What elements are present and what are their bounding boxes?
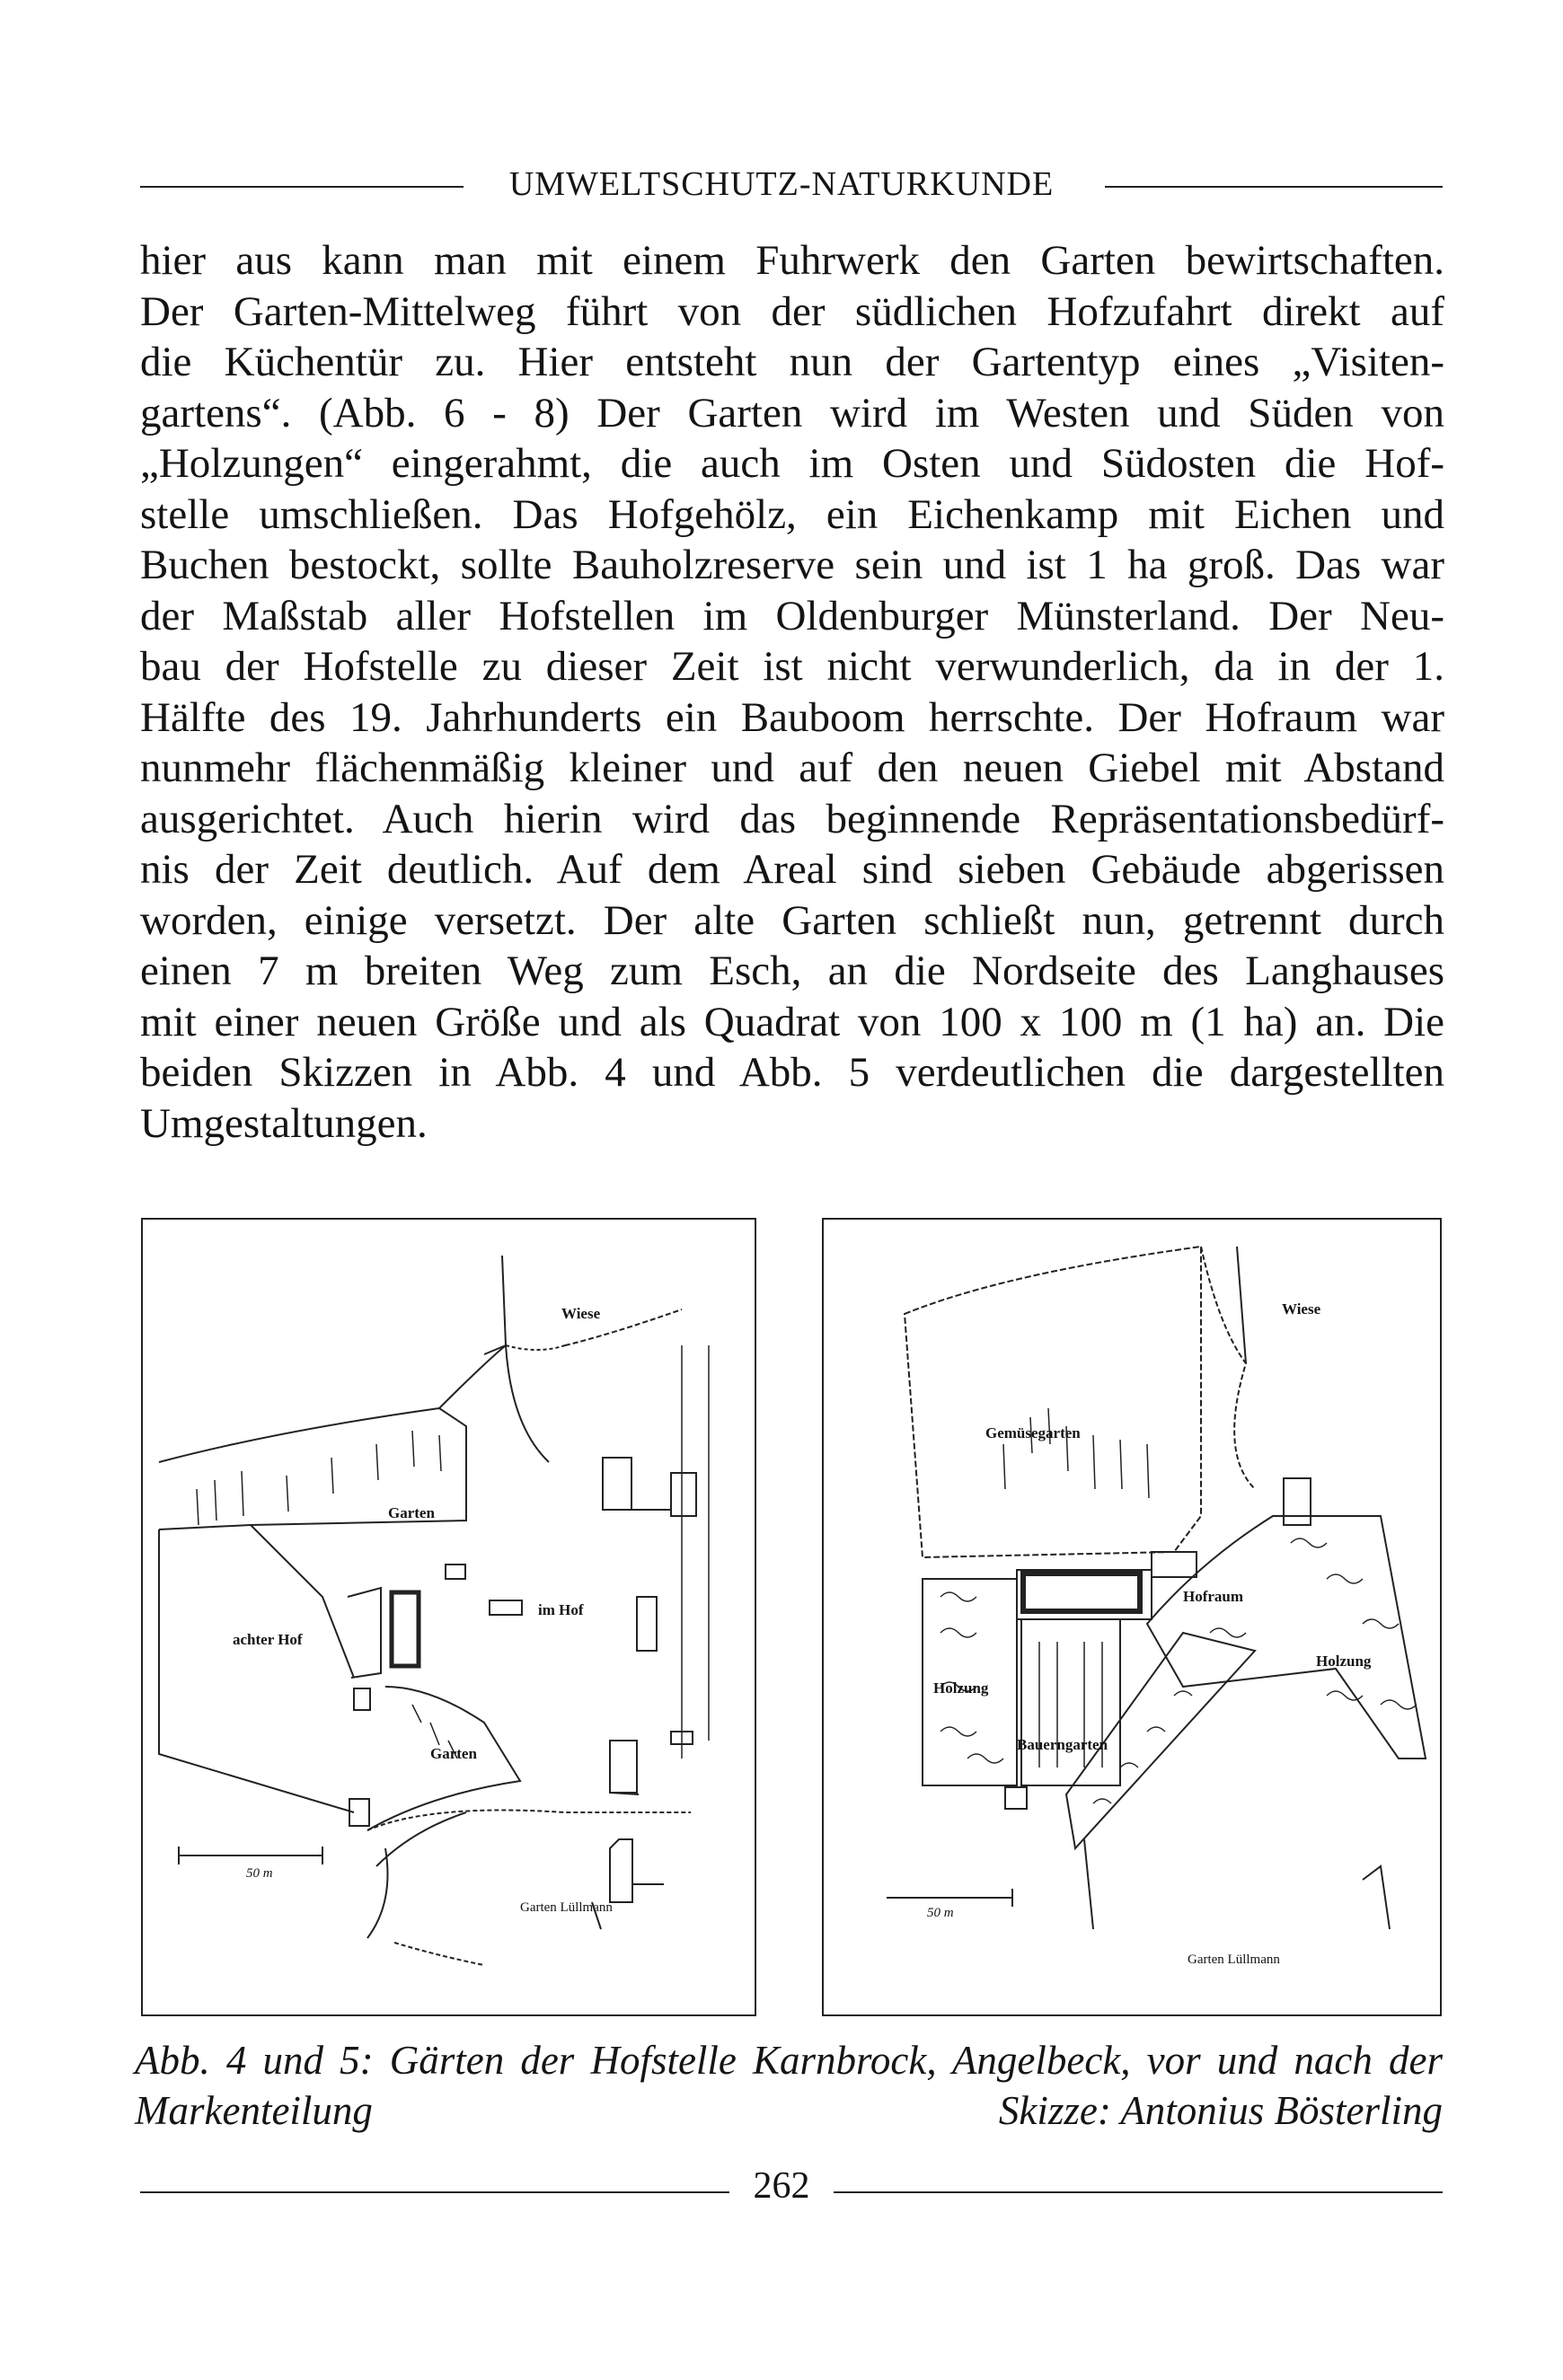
body-line: die Küchentür zu. Hier entsteht nun der Gartentyp eines „Visiten- xyxy=(140,339,1444,385)
label-holzung-right: Holzung xyxy=(1316,1653,1372,1670)
body-line: nunmehr flächenmäßig kleiner und auf den neuen Giebel mit Abstand xyxy=(140,745,1444,791)
label-garten-luellmann: Garten Lüllmann xyxy=(1188,1952,1280,1967)
body-line: ausgerichtet. Auch hierin wird das beginnende Repräsentationsbedürf- xyxy=(140,795,1444,842)
label-scale: 50 m xyxy=(246,1866,273,1881)
body-line: beiden Skizzen in Abb. 4 und Abb. 5 verdeutlichen die dargestellten xyxy=(140,1049,1444,1096)
label-achter-hof: achter Hof xyxy=(233,1631,303,1648)
page-number: 262 xyxy=(753,2165,810,2207)
label-wiese: Wiese xyxy=(561,1305,601,1322)
footer-rule-left xyxy=(140,2191,729,2193)
sketch-drawing-before xyxy=(143,1220,755,2014)
body-line: mit einer neuen Größe und als Quadrat von 100 x 100 m (1 ha) an. Die xyxy=(140,998,1444,1045)
label-im-hof: im Hof xyxy=(538,1601,584,1618)
label-garten-top: Garten xyxy=(388,1504,435,1521)
label-bauerngarten: Bauerngarten xyxy=(1017,1736,1108,1753)
figure-sketch-before xyxy=(141,1218,756,2016)
figure-caption xyxy=(135,2035,1443,2136)
body-line: hier aus kann man mit einem Fuhrwerk den Garten bewirtschaften. xyxy=(140,237,1444,284)
label-scale: 50 m xyxy=(927,1906,954,1920)
body-line: Hälfte des 19. Jahrhunderts ein Bauboom herrschte. Der Hofraum war xyxy=(140,693,1444,741)
figure-sketch-after xyxy=(822,1218,1442,2016)
label-wiese: Wiese xyxy=(1282,1300,1321,1318)
caption-credit: Skizze: Antonius Bösterling xyxy=(998,2088,1443,2133)
body-line: Buchen bestockt, sollte Bauholzreserve sein und ist 1 ha groß. Das war xyxy=(140,542,1444,588)
footer-rule-right xyxy=(834,2191,1443,2193)
body-line: worden, einige versetzt. Der alte Garten schließt nun, getrennt durch xyxy=(140,896,1444,944)
label-garten-luellmann: Garten Lüllmann xyxy=(520,1900,613,1915)
body-paragraph xyxy=(140,235,1444,1149)
caption-line-2 xyxy=(135,2085,1443,2136)
body-line: stelle umschließen. Das Hofgehölz, ein Eichenkamp mit Eichen und xyxy=(140,490,1444,538)
header-rule-left xyxy=(140,186,464,188)
body-line: bau der Hofstelle zu dieser Zeit ist nicht verwunderlich, da in der 1. xyxy=(140,643,1444,690)
label-holzung-left: Holzung xyxy=(933,1679,989,1697)
body-line: einen 7 m breiten Weg zum Esch, an die Nordseite des Langhauses xyxy=(140,948,1444,994)
body-line: nis der Zeit deutlich. Auf dem Areal sind sieben Gebäude abgerissen xyxy=(140,846,1444,893)
caption-line-1: Abb. 4 und 5: Gärten der Hofstelle Karnbrock, Angelbeck, vor und nach der xyxy=(135,2038,1443,2083)
label-garten-bottom: Garten xyxy=(430,1745,477,1762)
running-head: UMWELTSCHUTZ-NATURKUNDE xyxy=(508,165,1055,203)
body-line: Der Garten-Mittelweg führt von der südlichen Hofzufahrt direkt auf xyxy=(140,287,1444,335)
body-line: „Holzungen“ eingerahmt, die auch im Osten und Südosten die Hof- xyxy=(140,440,1444,487)
label-hofraum: Hofraum xyxy=(1183,1588,1244,1605)
header-rule-right xyxy=(1105,186,1443,188)
caption-markenteilung: Markenteilung xyxy=(135,2088,373,2133)
sketch-drawing-after xyxy=(824,1220,1440,2014)
body-line: Umgestaltungen. xyxy=(140,1099,428,1147)
body-line: der Maßstab aller Hofstellen im Oldenburger Münsterland. Der Neu- xyxy=(140,592,1444,639)
body-line: gartens“. (Abb. 6 - 8) Der Garten wird im Westen und Süden von xyxy=(140,389,1444,436)
label-gemuesegarten: Gemüsegarten xyxy=(985,1424,1081,1441)
